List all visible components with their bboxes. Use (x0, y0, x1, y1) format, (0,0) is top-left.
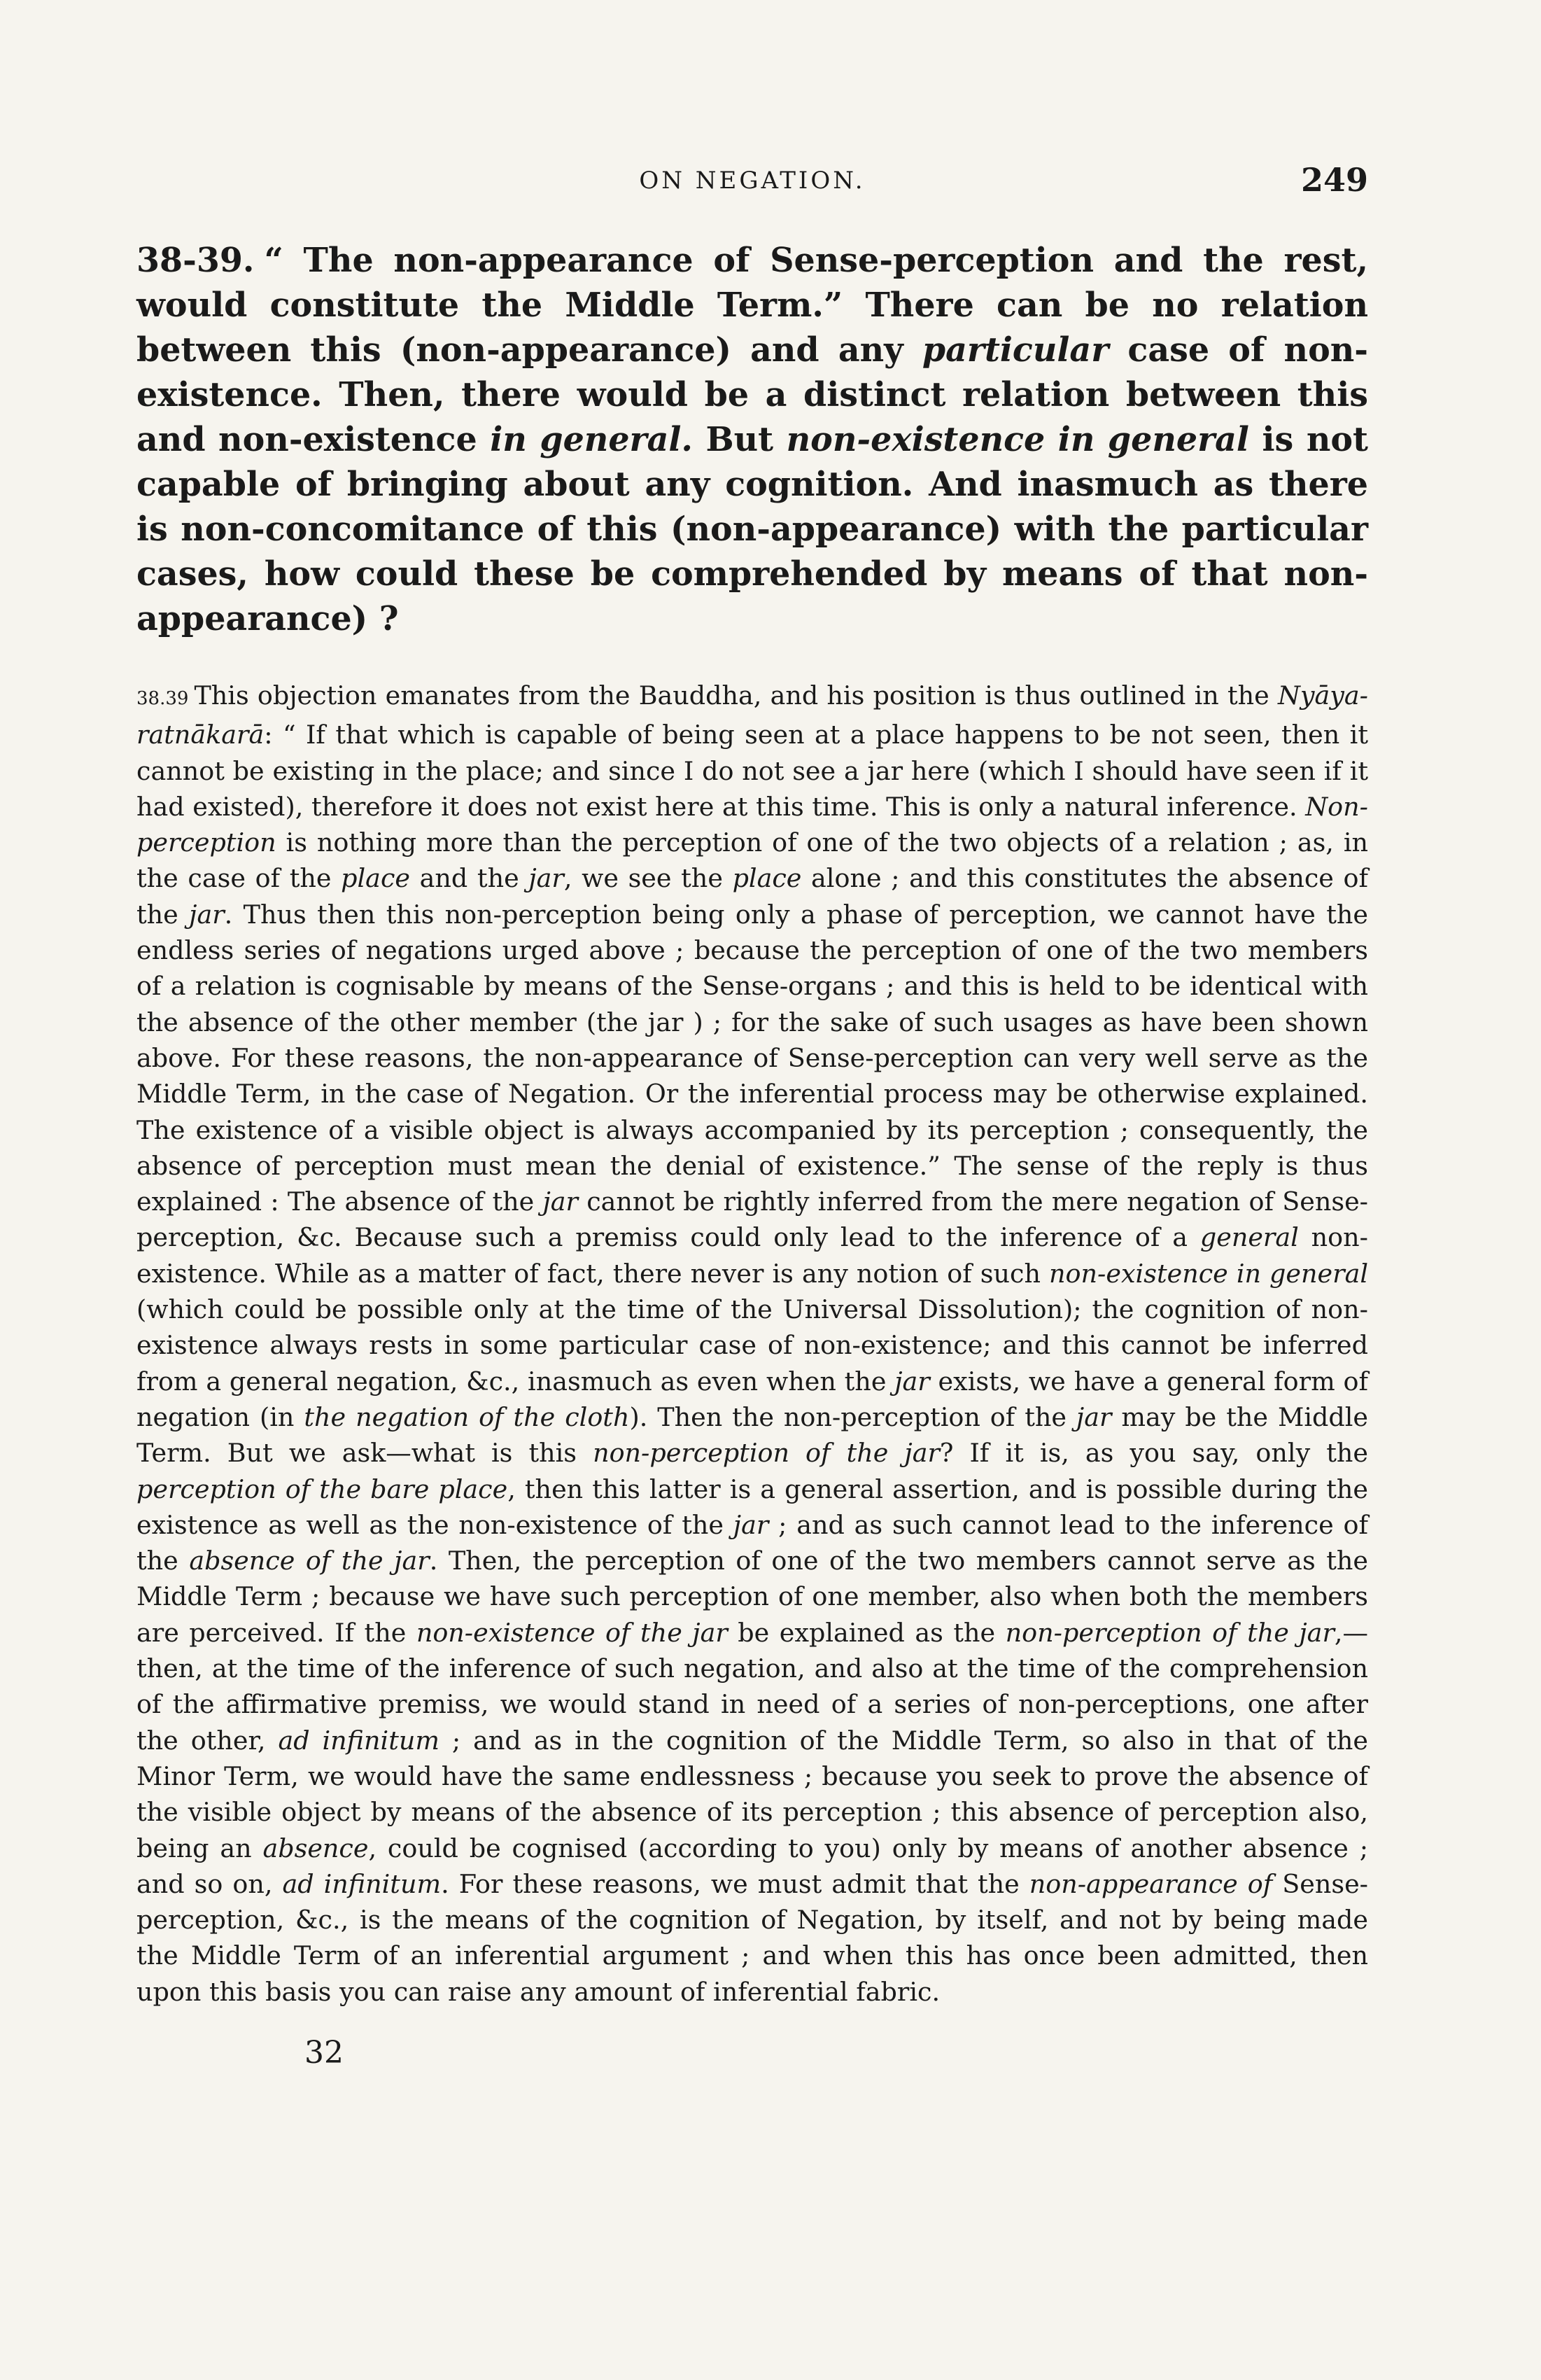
commentary-text (136, 678, 1368, 2010)
italic-run: absence of the jar (189, 1546, 430, 1576)
italic-run: non-existence in general (1049, 1258, 1368, 1289)
text-run: ; and as in the cognition of the Middle Term, so also in that of the Minor Term, we would have the same endlessness ; because you seek to prove the absence of the visible object by means of the absence of its perception ; this absence of perception also, being an (136, 1725, 1369, 1863)
text-run: ; and as such cannot lead to the inference of the (136, 1509, 1368, 1576)
text-run: ,—then, at the time of the inference of such negation, and also at the time of the comprehension of the affirmative premiss, we would stand in need of a series of non-perceptions, one after the other, (136, 1617, 1368, 1756)
commentary-number: 38.39 (136, 688, 189, 709)
page (136, 161, 1368, 2071)
text-run: exists, we have a general form of negation (in (136, 1366, 1368, 1432)
verse-text (136, 238, 1368, 641)
text-run: is not capable of bringing about any cognition. And inasmuch as there is non-concomitance of this (non-appearance) with the particular cases, how could these be comprehended by means of that non-appearance) ? (136, 420, 1368, 638)
text-run: : “ If that which is capable of being seen at a place happens to be not seen, then it cannot be existing in the place; and since I do not see a jar here (which I should have seen if it had existed), therefore it does not exist here at this time. This is only a natural inference. (136, 720, 1368, 822)
italic-run: jar (528, 863, 564, 894)
italic-run: non-existence in general (786, 420, 1249, 459)
page-number: 249 (1300, 161, 1368, 199)
text-run: , we see the (563, 863, 733, 894)
italic-run: non-perception of the jar (593, 1438, 940, 1469)
text-run: (which could be possible only at the time of the Universal Dissolution); the cognition of non-existence always rests in some particular case of non-existence; and this cannot be inferred from a general negation, &c., inasmuch as even when the (136, 1294, 1368, 1396)
text-run: may be the Middle Term. But we ask—what is this (136, 1401, 1368, 1469)
text-run: is nothing more than the perception of one of the two objects of a relation ; as, in the case of the (136, 827, 1368, 894)
folio-signature: 32 (304, 2035, 344, 2071)
italic-run: place (732, 863, 802, 894)
text-run: ? If it is, as you say, only the (939, 1438, 1368, 1469)
italic-run: general (1199, 1222, 1299, 1253)
italic-run: in general. (490, 420, 693, 459)
italic-run: ad infinitum (282, 1868, 442, 1899)
text-run: case of non-existence. Then, there would be a distinct relation between this and non-existence (136, 330, 1368, 459)
italic-run: non-existence of the jar (416, 1617, 728, 1648)
italic-run: non-appearance of (1029, 1868, 1273, 1899)
text-run: , could be cognised (according to you) only by means of another absence ; and so on, (136, 1833, 1368, 1899)
text-run: . Thus then this non-perception being only a phase of perception, we cannot have the endless series of negations urged above ; because the perception of one of the two members of a relation is cognisable by means of the Sense-organs ; and this is held to be identical with the absence of the other member (the jar ) ; for the sake of such usages as have been shown above. For these reasons, the non-appearance of Sense-perception can very well serve as the Middle Term, in the case of Negation. Or the inferential process may be otherwise explained. The existence of a visible object is always accompanied by its perception ; consequently, the absence of perception must mean the denial of existence.” The sense of the reply is thus explained : The absence of the (136, 899, 1368, 1217)
italic-run: Non-perception (136, 791, 1368, 858)
verse-number: 38-39. (136, 241, 255, 280)
page-title: ON NEGATION. (639, 167, 866, 195)
italic-run: jar (542, 1186, 578, 1217)
italic-run: jar (733, 1509, 769, 1540)
italic-run: place (341, 863, 410, 894)
text-run: non-existence. While as a matter of fact, there never is any notion of such (136, 1222, 1368, 1289)
text-run: . Then, the perception of one of the two members cannot serve as the Middle Term ; because we have such perception of one member, also when both the members are perceived. If the (136, 1546, 1368, 1648)
text-run: cannot be rightly inferred from the mere negation of Sense-perception, &c. Because such a premiss could only lead to the inference of a (136, 1186, 1369, 1253)
text-run: “ The non-appearance of Sense-perception and the rest, would constitute the Middle Term.” There can be no relation between this (non-appearance) and any (136, 241, 1368, 370)
italic-run: Nyāya-ratnākarā (136, 680, 1368, 750)
italic-run: jar (1076, 1401, 1112, 1432)
text-run: This objection emanates from the Bauddha, and his position is thus outlined in the (194, 680, 1278, 710)
italic-run: ad infinitum (278, 1725, 439, 1756)
text-run: be explained as the (727, 1617, 1006, 1648)
italic-run: absence (262, 1833, 369, 1863)
italic-run: jar (894, 1366, 930, 1396)
italic-run: particular (922, 330, 1109, 370)
text-run: , then this latter is a general assertion, and is possible during the existence as well as the non-existence of the (136, 1474, 1368, 1540)
running-head (136, 161, 1368, 217)
text-run: alone ; and this constitutes the absence of the (136, 863, 1368, 930)
text-run: Sense-perception, &c., is the means of the cognition of Negation, by itself, and not by being made the Middle Term of an inferential argument ; and when this has once been admitted, then upon this basis you can raise any amount of inferential fabric. (136, 1868, 1369, 2007)
italic-run: the negation of the cloth (304, 1401, 630, 1432)
text-run: and the (409, 863, 529, 894)
italic-run: perception of the bare place (136, 1474, 508, 1504)
text-run: But (692, 420, 787, 459)
italic-run: jar (189, 899, 225, 930)
text-run: . For these reasons, we must admit that the (441, 1868, 1029, 1899)
text-run: ). Then the non-perception of the (629, 1401, 1076, 1432)
italic-run: non-perception of the jar (1005, 1617, 1335, 1648)
